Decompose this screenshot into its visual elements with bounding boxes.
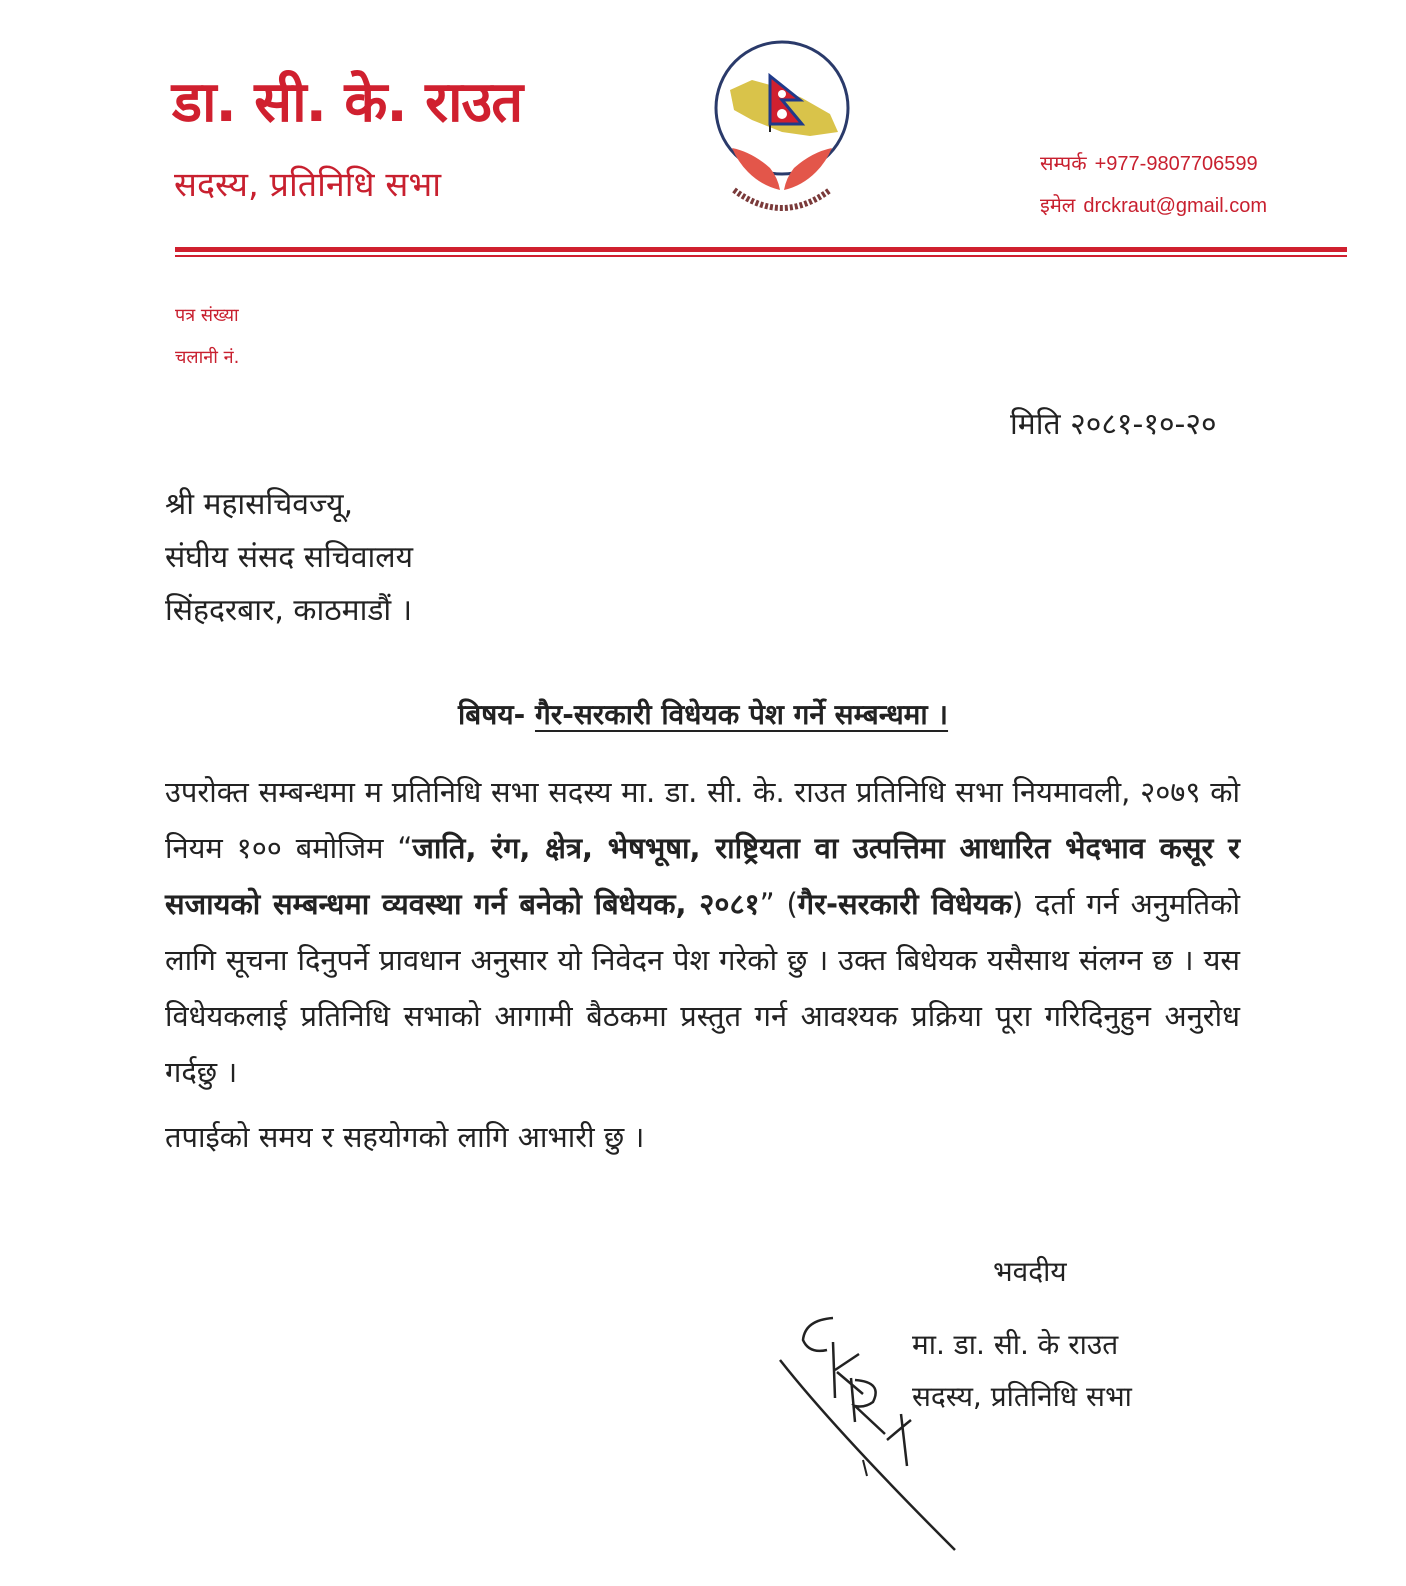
contact-label: सम्पर्क (1040, 153, 1087, 175)
email-address: drckraut@gmail.com (1083, 195, 1268, 217)
email-label: इमेल (1040, 195, 1076, 217)
letter-date: मिति २०८१-१०-२० (1010, 407, 1217, 442)
body-text: ) दर्ता गर्न अनुमतिको लागि सूचना दिनुपर्ने प्रावधान अनुसार यो निवेदन पेश गरेको छु । उक्त बिधेयक यसैसाथ संलग्न छ । यस विधेयकलाई प्रतिनिधि सभाको आगामी बैठकमा प्रस्तुत गर्न आवश्यक प्रक्रिया पूरा गरिदिनुहुन अनुरोध गर्दछु । (165, 887, 1240, 1089)
letterhead-contact (1040, 143, 1267, 227)
letterhead-title: सदस्य, प्रतिनिधि सभा (174, 165, 442, 205)
signatory-name: मा. डा. सी. के राउत (912, 1328, 1119, 1361)
subject-text: गैर-सरकारी विधेयक पेश गर्ने सम्बन्धमा । (534, 698, 949, 731)
bill-name: जाति, रंग, क्षेत्र, भेषभूषा, राष्ट्रियता वा उत्पत्तिमा आधारित भेदभाव कसूर र सजायको सम्बन्धमा व्यवस्था गर्न बनेको बिधेयक, २०८१ (165, 831, 1240, 921)
recipient-line: सिंहदरबार, काठमाडौं । (165, 593, 413, 628)
letter-body (165, 764, 1240, 1100)
phone-row (1040, 143, 1267, 185)
subject-prefix: बिषय- (457, 698, 526, 731)
letterhead-divider (175, 247, 1347, 252)
thanks-line: तपाईको समय र सहयोगको लागि आभारी छु । (165, 1120, 645, 1154)
parliament-emblem-icon (712, 40, 852, 220)
recipient-address (165, 478, 413, 637)
recipient-line: संघीय संसद सचिवालय (165, 540, 414, 575)
phone-number: +977-9807706599 (1094, 153, 1258, 175)
subject-line (0, 695, 1406, 733)
body-text: ” ( (759, 887, 798, 921)
bill-type: गैर-सरकारी विधेयक (797, 887, 1012, 921)
dispatch-number-label: चलानी नं. (175, 347, 240, 368)
email-row (1040, 185, 1267, 227)
signatory-title: सदस्य, प्रतिनिधि सभा (912, 1380, 1132, 1413)
recipient-line: श्री महासचिवज्यू, (165, 487, 354, 522)
closing-salutation: भवदीय (993, 1255, 1067, 1288)
letter-number-label: पत्र संख्या (175, 305, 239, 326)
letterhead-name: डा. सी. के. राउत (172, 70, 523, 135)
letterhead-divider-thin (175, 255, 1347, 257)
body-text: उपरोक्त सम्बन्धमा म प्रतिनिधि सभा सदस्य मा. डा. सी. के. राउत प्रतिनिधि सभा नियमावली, २०७९ को नियम १०० बमोजिम “ (165, 775, 1240, 865)
